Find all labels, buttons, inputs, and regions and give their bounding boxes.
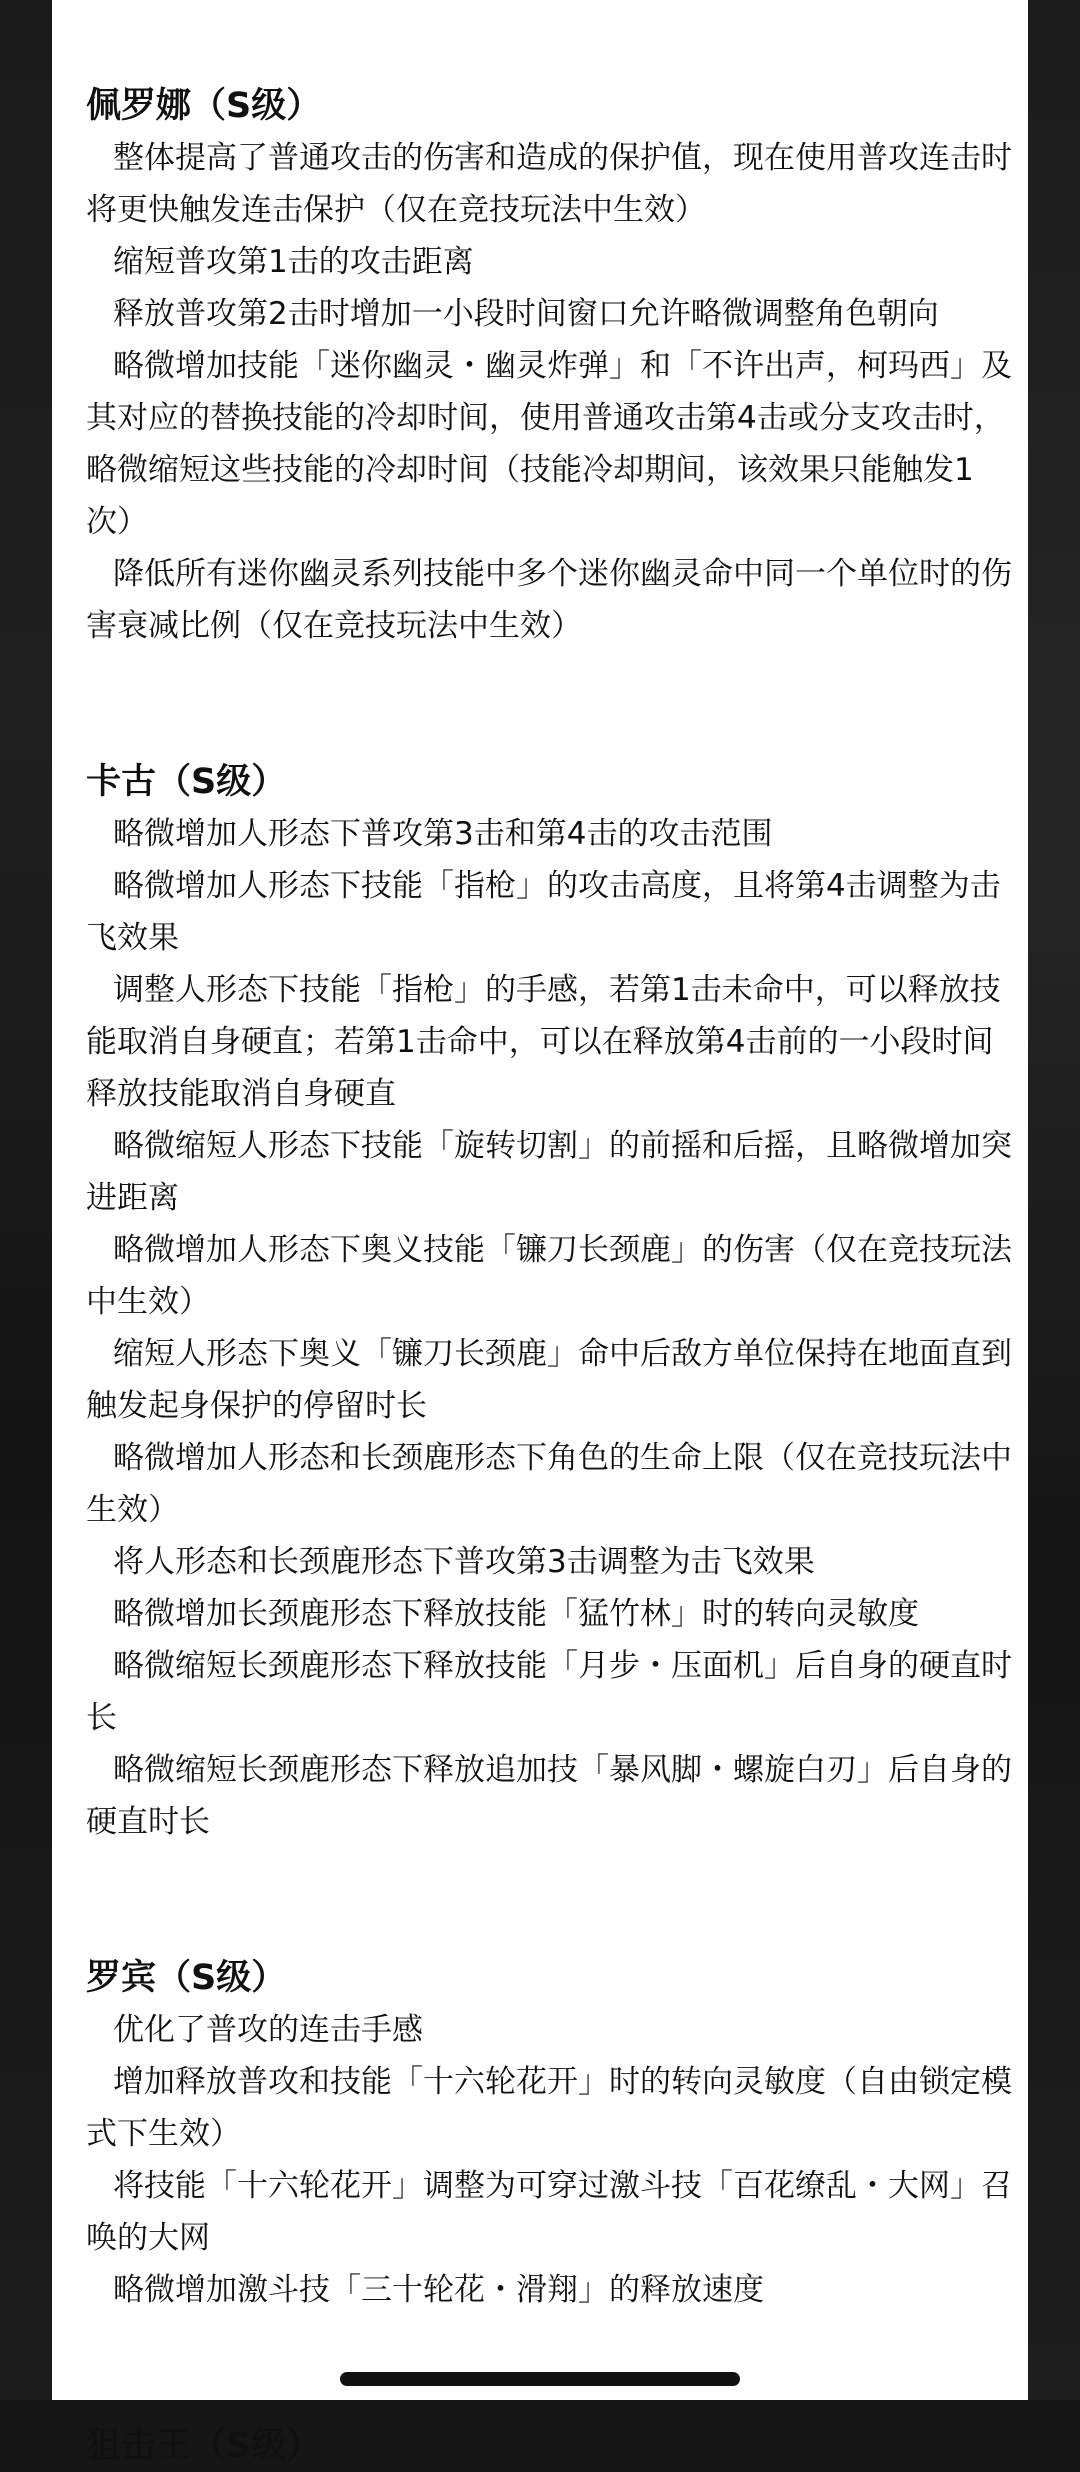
list-item: 释放普攻第2击时增加一小段时间窗口允许略微调整角色朝向	[113, 296, 939, 332]
list-item: 略微增加人形态和长颈鹿形态下角色的生命上限（仅在竞技玩法中生效）	[86, 1440, 1012, 1528]
list-item: 整体提高了普通攻击的伤害和造成的保护值，现在使用普攻连击时将更快触发连击保护（仅在竞技玩法中生效）	[86, 140, 1012, 228]
section-title: 狙击王（S级）	[86, 2426, 322, 2466]
list-item: 将技能「十六轮花开」调整为可穿过激斗技「百花缭乱・大网」召唤的大网	[86, 2168, 1012, 2256]
list-item: 略微缩短长颈鹿形态下释放追加技「暴风脚・螺旋白刃」后自身的硬直时长	[86, 1752, 1012, 1840]
list-item: 增加释放普攻和技能「十六轮花开」时的转向灵敏度（自由锁定模式下生效）	[86, 2064, 1012, 2152]
list-item: 略微增加人形态下普攻第3击和第4击的攻击范围	[113, 816, 773, 852]
list-item: 略微缩短人形态下技能「旋转切割」的前摇和后摇，且略微增加突进距离	[86, 1128, 1012, 1216]
list-item: 调整人形态下技能「指枪」的手感，若第1击未命中，可以释放技能取消自身硬直；若第1击命中，可以在释放第4击前的一小段时间释放技能取消自身硬直	[86, 972, 1001, 1112]
background-right	[1028, 0, 1080, 2400]
background-left	[0, 0, 52, 2400]
home-indicator[interactable]	[340, 2372, 740, 2386]
document-sheet	[52, 0, 1028, 2466]
list-item: 缩短普攻第1击的攻击距离	[113, 244, 474, 280]
section-perona	[86, 80, 1016, 652]
section-sogeking	[86, 2420, 1016, 2472]
section-kaku	[86, 756, 1016, 1848]
list-item: 缩短人形态下奥义「镰刀长颈鹿」命中后敌方单位保持在地面直到触发起身保护的停留时长	[86, 1336, 1012, 1424]
list-item: 略微增加激斗技「三十轮花・滑翔」的释放速度	[113, 2272, 764, 2308]
list-item: 略微增加技能「迷你幽灵・幽灵炸弹」和「不许出声，柯玛西」及其对应的替换技能的冷却时间，使用普通攻击第4击或分支攻击时，略微缩短这些技能的冷却时间（技能冷却期间，该效果只能触发1次）	[86, 348, 1012, 540]
patch-notes	[86, 0, 1016, 2472]
list-item: 略微增加人形态下技能「指枪」的攻击高度，且将第4击调整为击飞效果	[86, 868, 1001, 956]
section-title: 佩罗娜（S级）	[86, 86, 322, 126]
section-title: 罗宾（S级）	[86, 1958, 287, 1998]
list-item: 优化了普攻的连击手感	[113, 2012, 423, 2048]
section-robin	[86, 1952, 1016, 2316]
list-item: 略微增加人形态下奥义技能「镰刀长颈鹿」的伤害（仅在竞技玩法中生效）	[86, 1232, 1012, 1320]
list-item: 将人形态和长颈鹿形态下普攻第3击调整为击飞效果	[113, 1544, 815, 1580]
list-item: 略微增加长颈鹿形态下释放技能「猛竹林」时的转向灵敏度	[113, 1596, 919, 1632]
list-item: 略微缩短长颈鹿形态下释放技能「月步・压面机」后自身的硬直时长	[86, 1648, 1012, 1736]
section-title: 卡古（S级）	[86, 762, 287, 802]
list-item: 降低所有迷你幽灵系列技能中多个迷你幽灵命中同一个单位时的伤害衰减比例（仅在竞技玩法中生效）	[86, 556, 1012, 644]
